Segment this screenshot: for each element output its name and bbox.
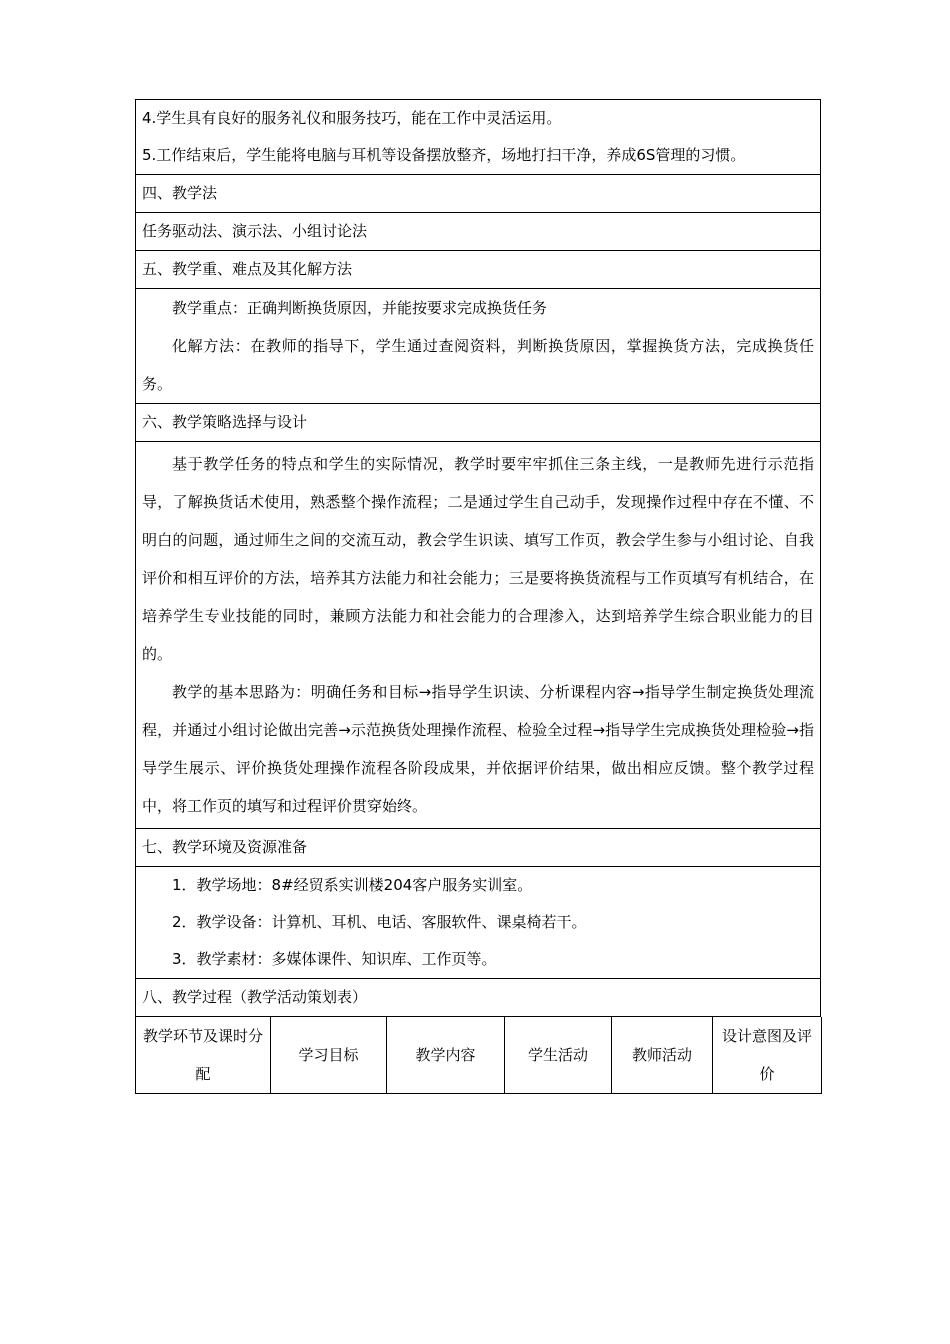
section-heading-strategy: 六、教学策略选择与设计 [135, 404, 821, 442]
objective-item-5: 5.工作结束后，学生能将电脑与耳机等设备摆放整齐，场地打扫干净，养成6S管理的习惯。 [142, 146, 746, 164]
column-header: 学生活动 [505, 1017, 612, 1094]
method-content: 任务驱动法、演示法、小组讨论法 [135, 213, 821, 251]
section-heading-keypoints: 五、教学重、难点及其化解方法 [135, 251, 821, 289]
environment-item: 2．教学设备：计算机、耳机、电话、客服软件、课桌椅若干。 [172, 913, 587, 931]
keypoints-content [135, 289, 821, 404]
column-header: 设计意图及评价 [713, 1017, 822, 1094]
objective-item-4: 4.学生具有良好的服务礼仪和服务技巧，能在工作中灵活运用。 [142, 109, 562, 127]
objectives-block [135, 99, 821, 175]
section-heading-process: 八、教学过程（教学活动策划表） [135, 979, 821, 1017]
column-header: 教学环节及课时分配 [136, 1017, 271, 1094]
column-header: 教学内容 [387, 1017, 505, 1094]
section-heading-environment: 七、教学环境及资源准备 [135, 829, 821, 867]
column-header: 教师活动 [612, 1017, 713, 1094]
strategy-paragraph-1: 基于教学任务的特点和学生的实际情况，教学时要牢牢抓住三条主线，一是教师先进行示范指导，了解换货话术使用，熟悉整个操作流程；二是通过学生自己动手，发现操作过程中存在不懂、不明白的问题，通过师生之间的交流互动，教会学生识读、填写工作页，教会学生参与小组讨论、自我评价和相互评价的方法，培养其方法能力和社会能力；三是要将换货流程与工作页填写有机结合，在培养学生专业技能的同时，兼顾方法能力和社会能力的合理渗入，达到培养学生综合职业能力的目的。 [142, 455, 814, 663]
solution-method: 化解方法：在教师的指导下，学生通过查阅资料，判断换货原因，掌握换货方法，完成换货任务。 [142, 337, 814, 393]
activity-plan-table [135, 1017, 822, 1094]
table-header-row [136, 1017, 822, 1094]
environment-item: 3．教学素材：多媒体课件、知识库、工作页等。 [172, 950, 497, 968]
environment-content [135, 867, 821, 979]
strategy-paragraph-2: 教学的基本思路为：明确任务和目标→指导学生识读、分析课程内容→指导学生制定换货处理流程，并通过小组讨论做出完善→示范换货处理操作流程、检验全过程→指导学生完成换货处理检验→指导学生展示、评价换货处理操作流程各阶段成果，并依据评价结果，做出相应反馈。整个教学过程中，将工作页的填写和过程评价贯穿始终。 [142, 683, 814, 815]
environment-item: 1．教学场地：8#经贸系实训楼204客户服务实训室。 [172, 876, 533, 894]
teaching-focus: 教学重点：正确判断换货原因，并能按要求完成换货任务 [172, 299, 548, 317]
column-header: 学习目标 [271, 1017, 387, 1094]
strategy-content [135, 442, 821, 829]
section-heading-method: 四、教学法 [135, 175, 821, 213]
lesson-plan-document [135, 99, 821, 1094]
